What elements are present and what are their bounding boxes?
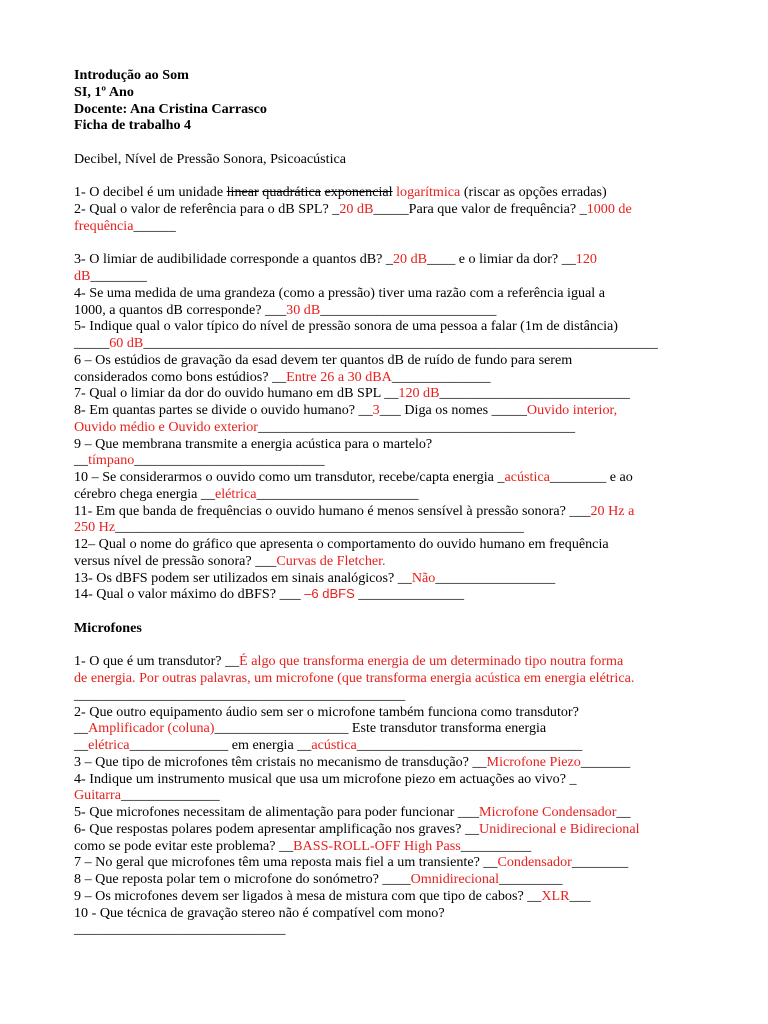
- question-2: 2- Qual o valor de referência para o dB SPL? _20 dB_____Para que valor de frequência? _1000 de frequência______: [74, 201, 632, 234]
- answer: 120: [575, 251, 597, 268]
- answer: XLR: [541, 887, 570, 904]
- answer: dB: [74, 268, 91, 284]
- answer: Não: [411, 569, 436, 586]
- answer: acústica: [311, 737, 357, 753]
- answer: Unidirecional e Bidirecional: [479, 820, 640, 837]
- answer: 20 dB: [339, 201, 374, 217]
- question-14: 14- Qual o valor máximo do dBFS? ___ –6 dBFS _______________: [74, 586, 465, 603]
- mic-question-4: 4- Indique um instrumento musical que usa um microfone piezo em actuações ao vivo? _ Guitarra______________: [74, 770, 577, 804]
- answer: 1000 de: [586, 201, 632, 217]
- question-13: 13- Os dBFS podem ser utilizados em sinais analógicos? __Não_________________: [74, 569, 556, 586]
- question-4: 4- Se uma medida de uma grandeza (como a pressão) tiver uma razão com a referência igual a 1000, a quantos dB corresponde? ___30 dB_________________________: [74, 284, 605, 318]
- mic-question-2: 2- Que outro equipamento áudio sem ser o microfone também funciona como transdutor? __Amplificador (coluna)___________________ Este transdutor transforma energia __elétrica______________ em energia __acústica________________________________: [74, 703, 583, 753]
- answer: tímpano: [88, 452, 135, 469]
- answer: 30 dB: [286, 301, 321, 318]
- answer: Amplificador (coluna): [88, 720, 215, 737]
- answer: 3: [372, 402, 380, 418]
- answer: logarítmica: [396, 184, 461, 201]
- mic-question-9: 9 – Os microfones devem ser ligados à mesa de mistura com que tipo de cabos? __XLR___: [74, 887, 591, 904]
- worksheet-title: Ficha de trabalho 4: [74, 117, 192, 134]
- answer: 20 Hz a: [590, 502, 635, 519]
- answer: Curvas de Fletcher.: [276, 552, 386, 569]
- answer: Guitarra: [74, 787, 121, 804]
- answer: BASS-ROLL-OFF High Pass: [293, 837, 461, 854]
- mic-question-1: 1- O que é um transdutor? __É algo que transforma energia de um determinado tipo noutra forma de energia. Por outras palavras, um microfone (que transforma energia acústica em energia elétrica. _______________________________________________: [74, 653, 635, 703]
- course-title: Introdução ao Som: [74, 67, 189, 83]
- answer: 120 dB: [398, 385, 440, 402]
- struck-option-quadratica: quadrática: [262, 184, 321, 201]
- mic-question-6: 6- Que respostas polares podem apresentar amplificação nos graves? __Unidirecional e Bidirecional como se pode evitar este problema? __BASS-ROLL-OFF High Pass__________: [74, 820, 640, 854]
- answer: Ouvido interior,: [526, 402, 618, 418]
- course-year: SI, 1º Ano: [74, 83, 134, 100]
- mic-question-7: 7 – No geral que microfones têm uma reposta mais fiel a um transiente? __Condensador________: [74, 854, 629, 871]
- struck-option-linear: linear: [226, 184, 259, 201]
- answer: elétrica: [88, 737, 130, 753]
- question-6: 6 – Os estúdios de gravação da esad devem ter quantos dB de ruído de fundo para serem considerados como bons estúdios? __Entre 26 a 30 dBA______________: [74, 351, 573, 385]
- mic-question-3: 3 – Que tipo de microfones têm cristais no mecanismo de transdução? __Microfone Piezo_______: [74, 753, 631, 770]
- question-11: 11- Em que banda de frequências o ouvido humano é menos sensível à pressão sonora? ___20 Hz a 250 Hz__________________________________________________________: [74, 502, 635, 536]
- struck-option-exponencial: exponencial: [324, 184, 393, 201]
- question-12: 12– Qual o nome do gráfico que apresenta o comportamento do ouvido humano em frequência versus nível de pressão sonora? ___Curvas de Fletcher.: [74, 536, 609, 569]
- answer: Microfone Condensador: [479, 804, 617, 820]
- section-subtitle: Decibel, Nível de Pressão Sonora, Psicoacústica: [74, 150, 347, 167]
- question-8: 8- Em quantas partes se divide o ouvido humano? __3___ Diga os nomes _____Ouvido interior, Ouvido médio e Ouvido exterior_____________________________________________: [74, 402, 618, 435]
- answer: 60 dB: [109, 335, 144, 351]
- answer: 250 Hz: [74, 519, 116, 536]
- answer: 20 dB: [392, 251, 428, 268]
- mic-question-5: 5- Que microfones necessitam de alimentação para poder funcionar ___Microfone Condensador__: [74, 804, 631, 820]
- question-9: 9 – Que membrana transmite a energia acústica para o martelo? __tímpano___________________________: [74, 435, 433, 469]
- answer: Omnidirecional: [410, 871, 500, 887]
- mic-question-8: 8 – Que reposta polar tem o microfone do sonómetro? ____Omnidirecional_________: [74, 871, 563, 887]
- question-7: 7- Qual o limiar da dor do ouvido humano em dB SPL __120 dB___________________________: [74, 385, 630, 402]
- question-1: 1- O decibel é um unidade linear quadrática exponencial logarítmica (riscar as opções erradas): [74, 184, 607, 201]
- teacher-name: Docente: Ana Cristina Carrasco: [74, 100, 267, 117]
- answer: frequência: [74, 217, 134, 234]
- question-5: 5- Indique qual o valor típico do nível de pressão sonora de uma pessoa a falar (1m de distância) _____60 dB_________________________________________________________________________: [74, 318, 658, 351]
- answer: Ouvido médio e Ouvido exterior: [74, 418, 258, 435]
- answer: acústica: [504, 469, 550, 485]
- answer: Condensador: [497, 854, 572, 871]
- document-header: [74, 67, 768, 134]
- mic-question-10: 10 - Que técnica de gravação stereo não é compatível com mono? ______________________________: [74, 904, 445, 938]
- answer: Microfone Piezo: [486, 753, 581, 770]
- answer: –6 dBFS: [304, 586, 355, 602]
- section-title-microfones: Microfones: [74, 619, 142, 636]
- answer: de energia. Por outras palavras, um microfone (que transforma energia acústica em energia elétrica.: [74, 670, 635, 686]
- question-10: 10 – Se considerarmos o ouvido como um transdutor, recebe/capta energia _acústica________ e ao cérebro chega energia __elétrica_______________________: [74, 469, 633, 502]
- question-3: 3- O limiar de audibilidade corresponde a quantos dB? _20 dB____ e o limiar da dor? __120 dB________: [74, 251, 597, 284]
- answer: Entre 26 a 30 dBA: [286, 368, 392, 385]
- answer: elétrica: [215, 485, 257, 502]
- answer: É algo que transforma energia de um determinado tipo noutra forma: [239, 653, 624, 670]
